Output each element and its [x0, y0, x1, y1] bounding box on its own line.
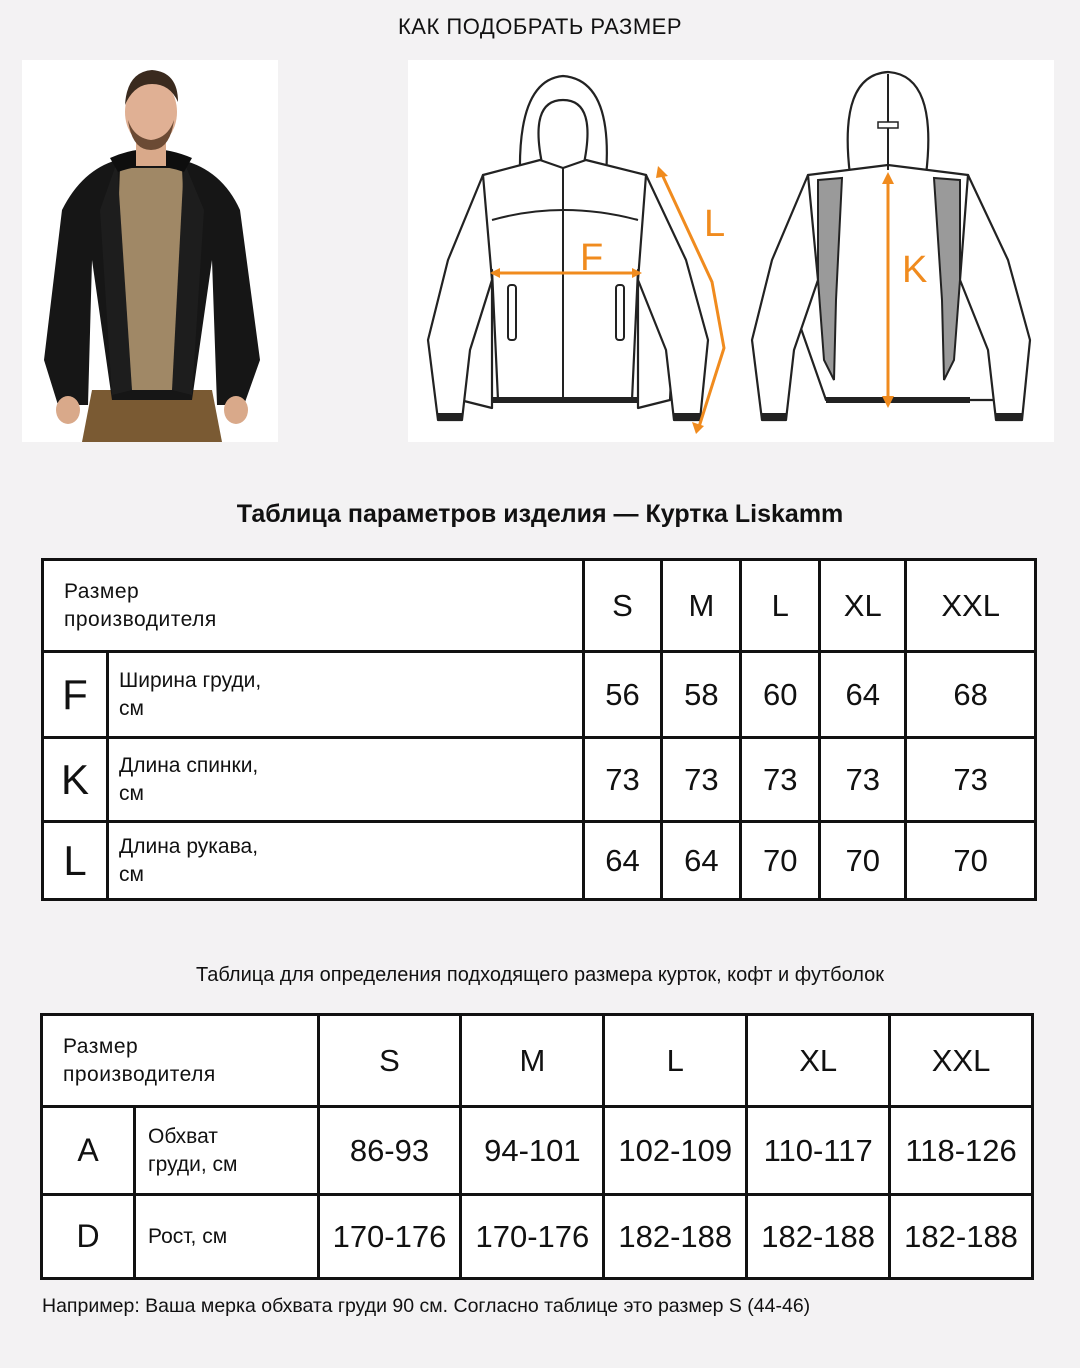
- table-cell: 73: [906, 738, 1036, 822]
- table-cell: 170-176: [461, 1195, 604, 1279]
- size-guide-title: Таблица для определения подходящего размера курток, кофт и футболок: [195, 964, 885, 986]
- table-cell: 70: [906, 822, 1036, 900]
- table-cell: 73: [583, 738, 662, 822]
- table-cell: 170-176: [318, 1195, 461, 1279]
- size-header: XXL: [906, 560, 1036, 652]
- sleeve-length-label: L: [704, 203, 726, 245]
- table-cell: 73: [820, 738, 906, 822]
- table-cell: 86-93: [318, 1107, 461, 1195]
- params-table-title: Таблица параметров изделия — Куртка Liskamm: [236, 500, 844, 528]
- table-cell: 94-101: [461, 1107, 604, 1195]
- table-header-row: [43, 560, 1036, 652]
- front-jacket-diagram: [408, 60, 738, 442]
- table-cell: 68: [906, 652, 1036, 738]
- table-cell: 73: [662, 738, 741, 822]
- table-cell: 73: [741, 738, 820, 822]
- example-note: Например: Ваша мерка обхвата груди 90 см. Согласно таблице это размер S (44-46): [42, 1295, 811, 1317]
- row-letter: A: [42, 1107, 135, 1195]
- size-header: XL: [820, 560, 906, 652]
- table-cell: 60: [741, 652, 820, 738]
- row-letter: L: [43, 822, 108, 900]
- table-cell: 56: [583, 652, 662, 738]
- size-header: XL: [747, 1015, 890, 1107]
- row-letter: D: [42, 1195, 135, 1279]
- manufacturer-size-header: Размер производителя: [43, 560, 584, 652]
- table-cell: 70: [741, 822, 820, 900]
- size-header: M: [461, 1015, 604, 1107]
- product-params-table: [41, 558, 1037, 901]
- size-header: S: [583, 560, 662, 652]
- back-length-label: K: [902, 249, 928, 291]
- table-row: [42, 1195, 1033, 1279]
- row-label: Обхват груди, см: [135, 1107, 319, 1195]
- row-label: Рост, см: [135, 1195, 319, 1279]
- table-cell: 102-109: [604, 1107, 747, 1195]
- size-guide-table: [40, 1013, 1034, 1280]
- manufacturer-size-header: Размер производителя: [42, 1015, 319, 1107]
- table-cell: 182-188: [747, 1195, 890, 1279]
- row-letter: K: [43, 738, 108, 822]
- row-letter: F: [43, 652, 108, 738]
- size-header: XXL: [890, 1015, 1033, 1107]
- table-cell: 58: [662, 652, 741, 738]
- table-cell: 70: [820, 822, 906, 900]
- size-header: L: [741, 560, 820, 652]
- model-photo: [22, 60, 278, 442]
- table-cell: 64: [662, 822, 741, 900]
- table-row: [43, 652, 1036, 738]
- table-cell: 110-117: [747, 1107, 890, 1195]
- row-label: Ширина груди, см: [108, 652, 584, 738]
- table-cell: 182-188: [604, 1195, 747, 1279]
- size-header: S: [318, 1015, 461, 1107]
- row-label: Длина рукава, см: [108, 822, 584, 900]
- row-label: Длина спинки, см: [108, 738, 584, 822]
- table-cell: 64: [820, 652, 906, 738]
- page-title: КАК ПОДОБРАТЬ РАЗМЕР: [397, 14, 683, 39]
- table-cell: 182-188: [890, 1195, 1033, 1279]
- chest-width-label: F: [580, 237, 604, 279]
- size-header: M: [662, 560, 741, 652]
- back-jacket-diagram: [738, 60, 1054, 442]
- table-row: [43, 822, 1036, 900]
- table-row: [42, 1107, 1033, 1195]
- table-cell: 64: [583, 822, 662, 900]
- size-header: L: [604, 1015, 747, 1107]
- table-header-row: [42, 1015, 1033, 1107]
- table-cell: 118-126: [890, 1107, 1033, 1195]
- table-row: [43, 738, 1036, 822]
